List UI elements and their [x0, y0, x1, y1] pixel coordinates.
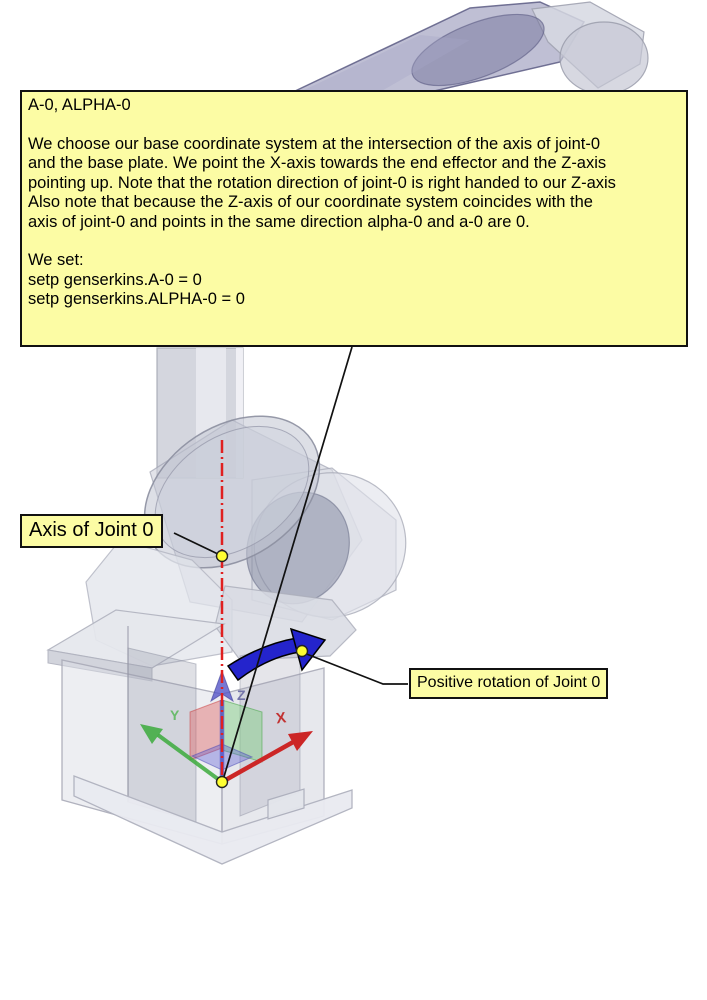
z-axis-label: Z [237, 687, 246, 703]
note-body-line: We choose our base coordinate system at the intersection of the axis of joint-0 [28, 134, 601, 153]
robot-upper-arm [293, 0, 648, 100]
x-axis-label: X [274, 709, 288, 728]
note-body-line: axis of joint-0 and points in the same direction alpha-0 and a-0 are 0. [28, 212, 530, 231]
note-body-line: pointing up. Note that the rotation direction of joint-0 is right handed to our Z-axis [28, 173, 616, 192]
note-body-line: and the base plate. We point the X-axis towards the end effector and the Z-axis [28, 154, 607, 172]
note-body-line: Also note that because the Z-axis of our coordinate system coincides with the [28, 193, 593, 211]
note-set-line: setp genserkins.ALPHA-0 = 0 [28, 290, 245, 308]
positive-rotation-label: Positive rotation of Joint 0 [409, 668, 608, 699]
note-set-line: setp genserkins.A-0 = 0 [28, 270, 202, 289]
note-title: A-0, ALPHA-0 [28, 96, 131, 114]
note-box [20, 90, 688, 347]
y-axis-label: Y [170, 707, 180, 723]
note-set-heading: We set: [28, 251, 84, 269]
rotation-marker-dot [297, 646, 308, 657]
origin-marker-dot [217, 777, 228, 788]
axis-marker-dot [217, 551, 228, 562]
axis-of-joint-label: Axis of Joint 0 [20, 514, 163, 548]
